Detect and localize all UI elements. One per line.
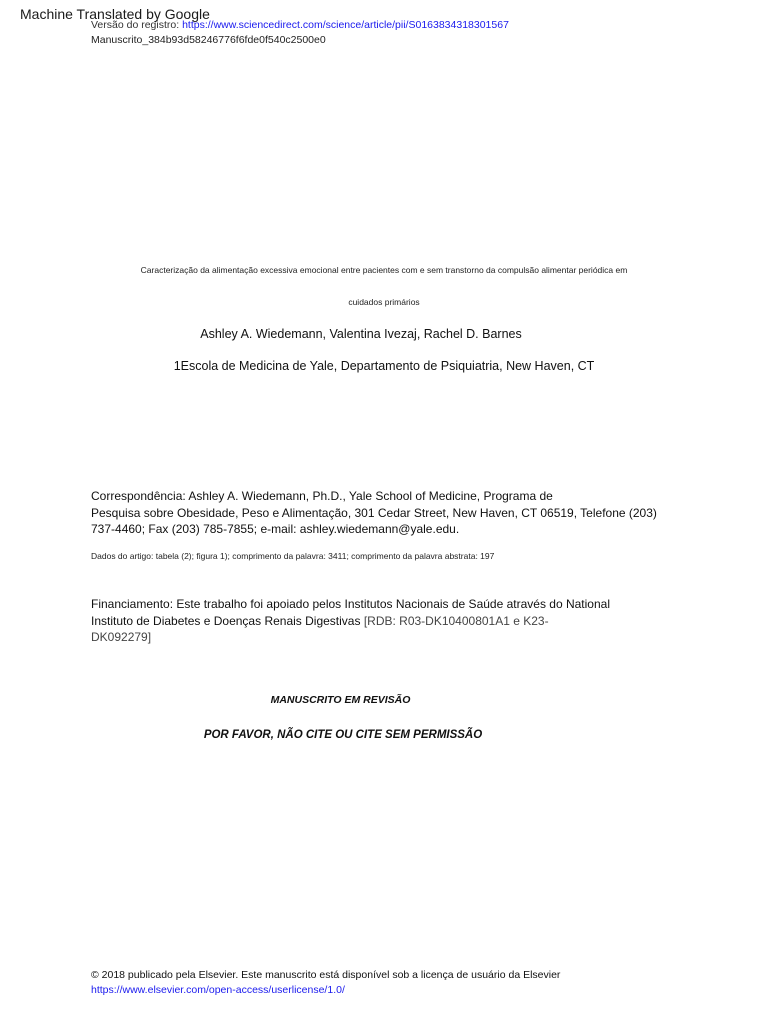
- funding-line-1: Financiamento: Este trabalho foi apoiado pelos Institutos Nacionais de Saúde através do National: [91, 597, 610, 611]
- funding-line-3: DK092279]: [91, 630, 152, 644]
- funding-grant-ids: [RDB: R03-DK10400801A1 e K23-: [363, 613, 549, 628]
- version-of-record-link[interactable]: https://www.sciencedirect.com/science/article/pii/S0163834318301567: [182, 19, 509, 31]
- funding-institute: Instituto de Diabetes e Doenças Renais Digestivas: [91, 613, 364, 628]
- correspondence: [91, 488, 681, 538]
- author-list: Ashley A. Wiedemann, Valentina Ivezaj, Rachel D. Barnes: [200, 327, 522, 341]
- correspondence-line-1: Correspondência: Ashley A. Wiedemann, Ph.D., Yale School of Medicine, Programa de: [91, 489, 553, 503]
- correspondence-line-2: Pesquisa sobre Obesidade, Peso e Alimentação, 301 Cedar Street, New Haven, CT 06519, Telefone (203): [91, 505, 657, 520]
- machine-translation-banner: Machine Translated by Google: [20, 6, 210, 22]
- article-title-line-1: Caracterização da alimentação excessiva emocional entre pacientes com e sem transtorno da compulsão alimentar periódica em: [140, 265, 628, 275]
- affiliation: 1Escola de Medicina de Yale, Departamento de Psiquiatria, New Haven, CT: [173, 359, 595, 373]
- funding: [91, 596, 651, 646]
- manuscript-under-review-notice: MANUSCRITO EM REVISÃO: [270, 694, 411, 706]
- manuscript-id: Manuscrito_384b93d58246776f6fde0f540c2500e0: [91, 34, 326, 46]
- article-data: Dados do artigo: tabela (2); figura 1); comprimento da palavra: 3411; comprimento da palavra abstrata: 197: [91, 551, 495, 561]
- funding-line-2: [91, 613, 651, 630]
- version-of-record: [91, 19, 509, 31]
- license-link[interactable]: https://www.elsevier.com/open-access/userlicense/1.0/: [91, 984, 345, 996]
- correspondence-line-3: 737-4460; Fax (203) 785-7855; e-mail: ashley.wiedemann@yale.edu.: [91, 522, 460, 536]
- copyright-notice: © 2018 publicado pela Elsevier. Este manuscrito está disponível sob a licença de usuário da Elsevier: [91, 969, 561, 981]
- version-of-record-label: Versão do registro:: [91, 19, 183, 31]
- article-title-line-2: cuidados primários: [348, 297, 420, 307]
- do-not-cite-notice: POR FAVOR, NÃO CITE OU CITE SEM PERMISSÃO: [203, 729, 483, 741]
